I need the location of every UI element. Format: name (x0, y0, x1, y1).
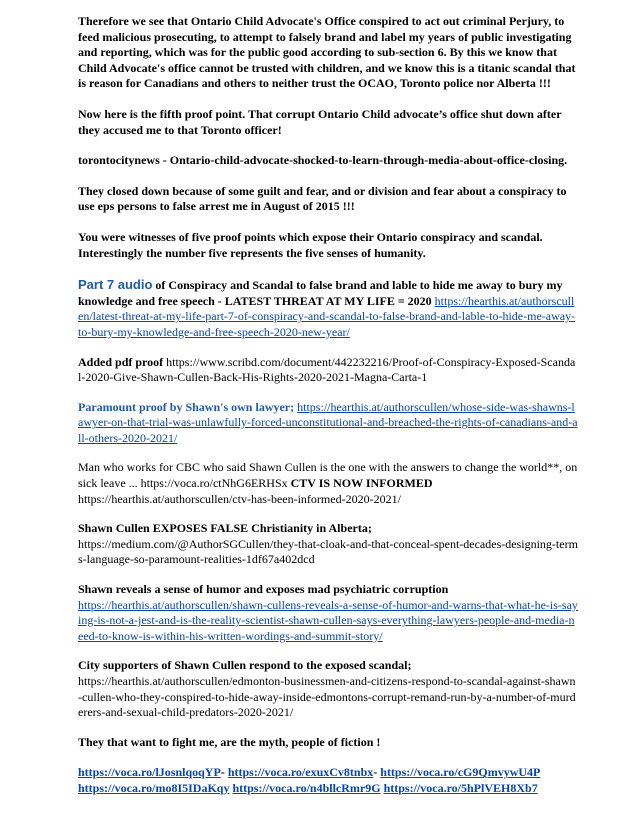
ctv-informed: CTV IS NOW INFORMED (290, 476, 433, 491)
sense-of-humor-label: Shawn reveals a sense of humor and exposes mad psychiatric corruption (78, 582, 449, 597)
medium-url: https://medium.com/@AuthorSGCullen/they-that-cloak-and-that-conceal-spent-decades-designing-terms-language-so-paramount-realities-1df67a402dcd (78, 536, 578, 567)
voca-link-6[interactable]: https://voca.ro/5hPlVEH8Xb7 (383, 780, 538, 795)
voca-link-4[interactable]: https://voca.ro/mo8I5IDaKqy (78, 780, 230, 795)
paragraph-five-proof-points: You were witnesses of five proof points which expose their Ontario conspiracy and scandal. Interestingly the number five represents the five senses of humanity. (78, 229, 543, 260)
false-christianity-label: Shawn Cullen EXPOSES FALSE Christianity in Alberta; (78, 521, 372, 536)
voca-link-3[interactable]: https://voca.ro/cG9QmvywU4P (380, 765, 541, 780)
section-voca-links (78, 765, 578, 796)
sense-of-humor-link[interactable]: https://hearthis.at/authorscullen/shawn-cullens-reveals-a-sense-of-humor-and-warns-that-what-he-is-saying-is-not-a-jest-and-is-the-reality-scientist-shawn-cullen-says-everything-lawyers-people-and-media-need-to-know-is-within-his-written-wordings-and-summit-story/ (78, 597, 578, 643)
section-pdf-proof (78, 355, 578, 386)
section-part7-audio (78, 277, 578, 340)
voca-link-1[interactable]: https://voca.ro/lJosnlqoqYP (78, 765, 221, 780)
ctv-url: https://hearthis.at/authorscullen/ctv-has-been-informed-2020-2021/ (78, 491, 401, 506)
paragraph-closed-down: They closed down because of some guilt and fear, and or division and fear about a conspiracy to use eps persons to false arrest me in August of 2015 !!! (78, 183, 567, 214)
city-supporters-label: City supporters of Shawn Cullen respond to the exposed scandal; (78, 658, 412, 673)
paragraph-myth: They that want to fight me, are the myth, people of fiction ! (78, 734, 381, 749)
paragraph-ocao-perjury: Therefore we see that Ontario Child Advocate's Office conspired to act out criminal Perjury, to feed malicious prosecuting, to attempt to falsely brand and label my years of public investigating and reporting, which was for the public good according to sub-section 6. By this we know that Child Advocate's office cannot be trusted with children, and we know this is a titanic scandal that is reason for Canadians and others to neither trust the OCAO, Toronto police nor Alberta !!! (78, 14, 576, 91)
voca-separator: - (220, 765, 225, 780)
section-false-christianity (78, 521, 578, 568)
paragraph-torontocitynews: torontocitynews - Ontario-child-advocate-shocked-to-learn-through-media-about-office-closing. (78, 153, 568, 168)
part7-link[interactable]: https://hearthis.at/authorscullen/latest-threat-at-my-life-part-7-of-conspiracy-and-scandal-to-false-brand-and-lable-to-hide-me-away-to-bury-my-knowledge-and-free-speech-2020-new-year/ (78, 293, 576, 339)
paragraph-fifth-proof: Now here is the fifth proof point. That corrupt Ontario Child advocate’s office shut down after they accused me to that Toronto officer! (78, 106, 562, 137)
cbc-text: Man who works for CBC who said Shawn Cullen is the one with the answers to change the world**, on sick leave ... https://voca.ro/ctNhG6ERHSx (78, 460, 578, 491)
pdf-proof-label: Added pdf proof (78, 354, 164, 369)
section-city-supporters (78, 658, 578, 720)
city-supporters-url: https://hearthis.at/authorscullen/edmonton-businessmen-and-citizens-respond-to-scandal-against-shawn-cullen-who-they-conspired-to-hide-away-inside-edmontons-corrupt-remand-run-by-a-number-of-murderers-and-sexual-child-predators-2020-2021/ (78, 674, 576, 720)
voca-link-2[interactable]: https://voca.ro/exuxCv8tnbx (227, 765, 374, 780)
pdf-proof-url: https://www.scribd.com/document/442232216/Proof-of-Conspiracy-Exposed-Scandal-2020-Give-Shawn-Cullen-Back-His-Rights-2020-2021-Magna-Carta-1 (78, 354, 576, 385)
part7-audio-label: Part 7 audio (78, 277, 153, 293)
section-paramount-proof (78, 400, 578, 447)
voca-link-5[interactable]: https://voca.ro/n4bllcRmr9G (232, 780, 381, 795)
paramount-proof-label: Paramount proof by Shawn's own lawyer; (78, 399, 295, 414)
section-cbc (78, 460, 578, 507)
section-sense-of-humor (78, 582, 578, 644)
part7-description: of Conspiracy and Scandal to false brand and lable to hide me away to bury my knowledge and free speech - LATEST THREAT AT MY LIFE = 2020 (78, 278, 563, 308)
paramount-proof-link[interactable]: https://hearthis.at/authorscullen/whose-side-was-shawns-lawyer-on-that-trial-was-unlawfully-forced-unconstitutional-and-breached-the-rights-of-canadians-and-all-others-2020-2021/ (78, 399, 578, 445)
voca-separator: - (373, 765, 378, 780)
